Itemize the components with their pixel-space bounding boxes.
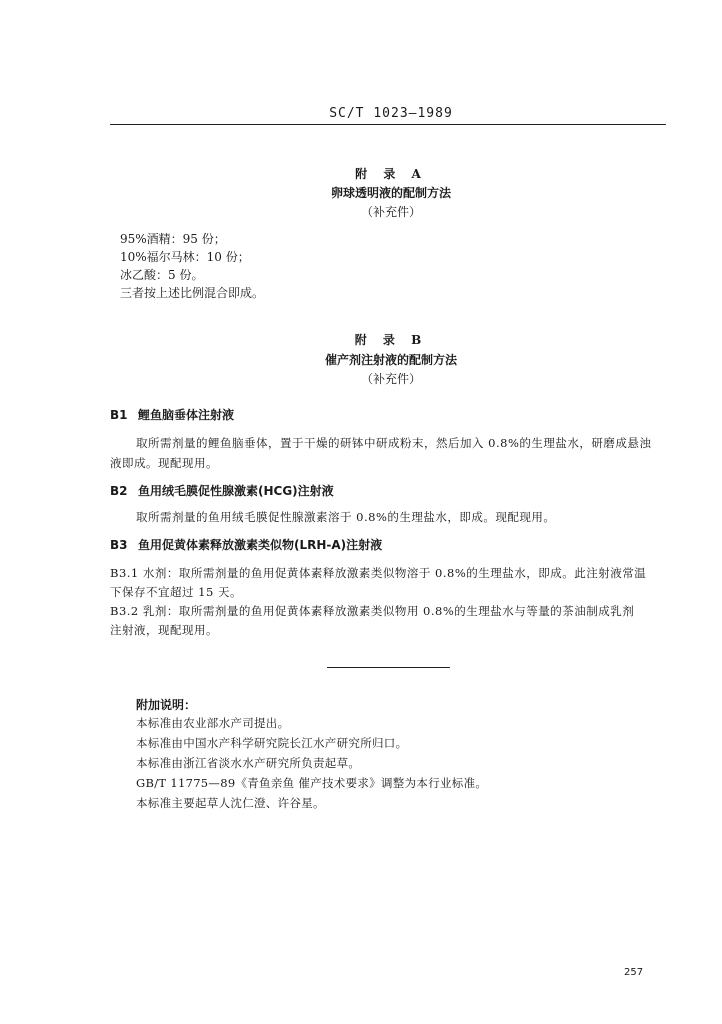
- section-number: B2: [110, 484, 128, 498]
- section-title: 鱼用绒毛膜促性腺激素(HCG)注射液: [138, 484, 334, 498]
- notes-title: 附加说明：: [136, 698, 197, 712]
- appendix-a-line: 三者按上述比例混合即成。: [120, 286, 265, 300]
- section-b2-text-line1: 取所需剂量的鱼用绒毛膜促性腺激素溶于 0.8%的生理盐水，即成。现配现用。: [136, 510, 556, 524]
- appendix-a-line: 冰乙酸：5 份。: [120, 268, 204, 282]
- appendix-a-body: [120, 230, 264, 302]
- section-b1-heading: [110, 406, 234, 423]
- notes-list: [136, 713, 487, 813]
- appendix-a-line: 95%酒精：95 份；: [120, 232, 226, 246]
- section-number: B1: [110, 408, 128, 422]
- section-b3-heading: [110, 536, 382, 553]
- appendix-b-title: 催产剂注射液的配制方法: [324, 353, 457, 367]
- section-b32-line2: 注射液，现配现用。: [110, 623, 218, 637]
- note-line: GB/T 11775—89《青鱼亲鱼 催产技术要求》调整为本行业标准。: [136, 776, 488, 790]
- section-title: 鲤鱼脑垂体注射液: [138, 408, 235, 422]
- page-number: 257: [624, 967, 644, 978]
- note-line: 本标准由农业部水产司提出。: [136, 716, 290, 730]
- section-title: 鱼用促黄体素释放激素类似物(LRH-A)注射液: [138, 538, 383, 552]
- note-line: 本标准由浙江省淡水水产研究所负责起草。: [136, 756, 361, 770]
- section-number: B3: [110, 538, 128, 552]
- standard-code-header: SC/T 1023—1989: [329, 106, 453, 121]
- header-rule: [110, 124, 666, 125]
- appendix-a-label: 附 录 A: [355, 167, 427, 181]
- appendix-a-subtitle: （补充件）: [360, 205, 421, 219]
- appendix-a-title: 卵球透明液的配制方法: [330, 186, 451, 200]
- appendix-b-subtitle: （补充件）: [360, 372, 421, 386]
- section-b2-heading: [110, 482, 334, 499]
- section-b1-text-line2: 液即成。现配现用。: [110, 456, 218, 470]
- note-line: 本标准由中国水产科学研究院长江水产研究所归口。: [136, 736, 408, 750]
- appendix-b-label: 附 录 B: [354, 333, 428, 347]
- note-line: 本标准主要起草人沈仁澄、许谷星。: [136, 796, 325, 810]
- section-divider: [327, 667, 450, 668]
- appendix-a-line: 10%福尔马林：10 份；: [120, 250, 250, 264]
- section-b1-text-line1: 取所需剂量的鲤鱼脑垂体，置于干燥的研钵中研成粉末，然后加入 0.8%的生理盐水，研磨成悬浊: [136, 436, 652, 450]
- section-b32-line1: B3.2 乳剂：取所需剂量的鱼用促黄体素释放激素类似物用 0.8%的生理盐水与等量的茶油制成乳剂: [110, 604, 635, 618]
- section-b31-line2: 下保存不宜超过 15 天。: [110, 585, 242, 599]
- section-b31-line1: B3.1 水剂：取所需剂量的鱼用促黄体素释放激素类似物溶于 0.8%的生理盐水，即成。此注射液常温: [110, 566, 647, 580]
